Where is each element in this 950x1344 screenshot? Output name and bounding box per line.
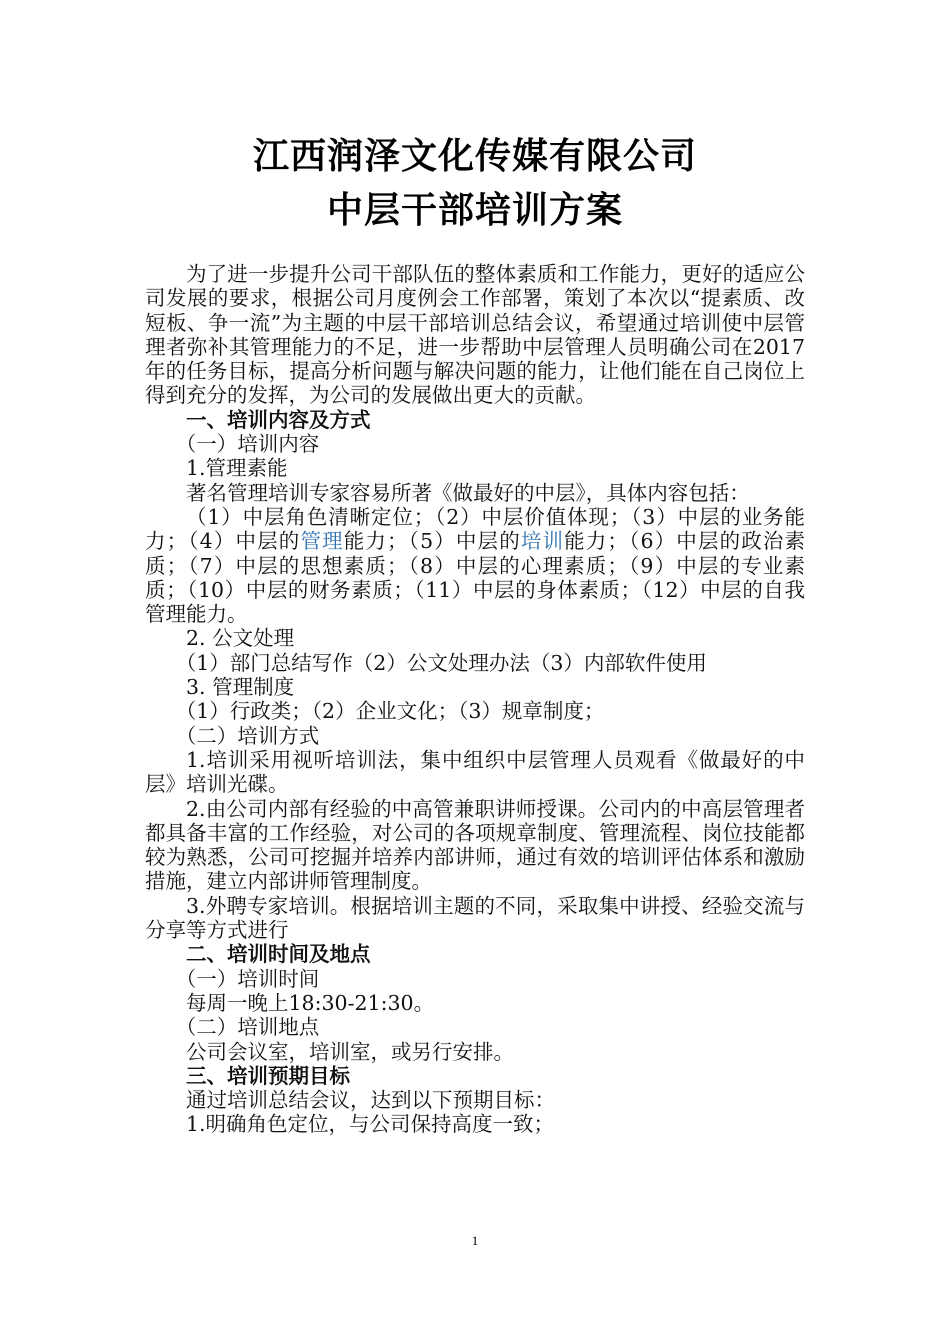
training-link[interactable]: 培训 (520, 529, 565, 554)
method1: 1.培训采用视听培训法，集中组织中层管理人员观看《做最好的中层》培训光碟。 (145, 747, 805, 797)
item1-list-b: 能力；（5）中层的 (343, 529, 521, 554)
document-body (145, 262, 805, 1137)
section3-heading: 三、培训预期目标 (186, 1063, 350, 1088)
section1-sub1: （一）培训内容 (175, 432, 320, 457)
training-time: 每周一晚上18:30-21:30。 (186, 990, 435, 1015)
intro-paragraph: 为了进一步提升公司干部队伍的整体素质和工作能力，更好的适应公司发展的要求，根据公司月度例会工作部署，策划了本次以“提素质、改短板、争一流”为主题的中层干部培训总结会议，希望通过培训使中层管理者弥补其管理能力的不足，进一步帮助中层管理人员明确公司在2017年的任务目标，提高分析问题与解决问题的能力，让他们能在自己岗位上得到充分的发挥，为公司的发展做出更大的贡献。 (145, 262, 805, 408)
management-link[interactable]: 管理 (300, 529, 344, 554)
item1-list-a: （1）中层角色清晰定位；（2）中层价值体现；（3）中层的业务能力；（4）中层的 (145, 504, 805, 554)
section1-sub2: （二）培训方式 (175, 723, 320, 748)
item3-title: 3. 管理制度 (186, 675, 295, 700)
goal1: 1.明确角色定位，与公司保持高度一致； (186, 1112, 555, 1137)
section1-heading: 一、培训内容及方式 (186, 407, 371, 432)
item3-desc: （1）行政类；（2）企业文化；（3）规章制度； (175, 699, 605, 724)
document-title: 中层干部培训方案 (326, 190, 623, 231)
method3: 3.外聘专家培训。根据培训主题的不同，采取集中讲授、经验交流与分享等方式进行 (145, 893, 805, 943)
section2-sub1: （一）培训时间 (175, 966, 320, 991)
item1-list-c: 能力；（6）中层的政治素质；（7）中层的思想素质；（8）中层的心理素质；（9）中层的专业素质；（10）中层的财务素质；（11）中层的身体素质；（12）中层的自我管理能力。 (145, 529, 806, 627)
item2-title: 2. 公文处理 (186, 626, 295, 651)
item2-desc: （1）部门总结写作（2）公文处理办法（3）内部软件使用 (175, 650, 707, 675)
item1-list (145, 505, 805, 626)
section2-heading: 二、培训时间及地点 (186, 942, 371, 967)
item1-desc: 著名管理培训专家容易所著《做最好的中层》，具体内容包括： (186, 480, 750, 505)
page-number: 1 (471, 1233, 479, 1248)
item1-title: 1.管理素能 (186, 456, 288, 481)
training-place: 公司会议室，培训室，或另行安排。 (186, 1039, 514, 1064)
company-title: 江西润泽文化传媒有限公司 (252, 136, 697, 177)
section3-intro: 通过培训总结会议，达到以下预期目标： (186, 1088, 555, 1113)
section2-sub2: （二）培训地点 (175, 1015, 320, 1040)
method2: 2.由公司内部有经验的中高管兼职讲师授课。公司内的中高层管理者都具备丰富的工作经验，对公司的各项规章制度、管理流程、岗位技能都较为熟悉，公司可挖掘并培养内部讲师，通过有效的培训评估体系和激励措施，建立内部讲师管理制度。 (145, 796, 805, 894)
